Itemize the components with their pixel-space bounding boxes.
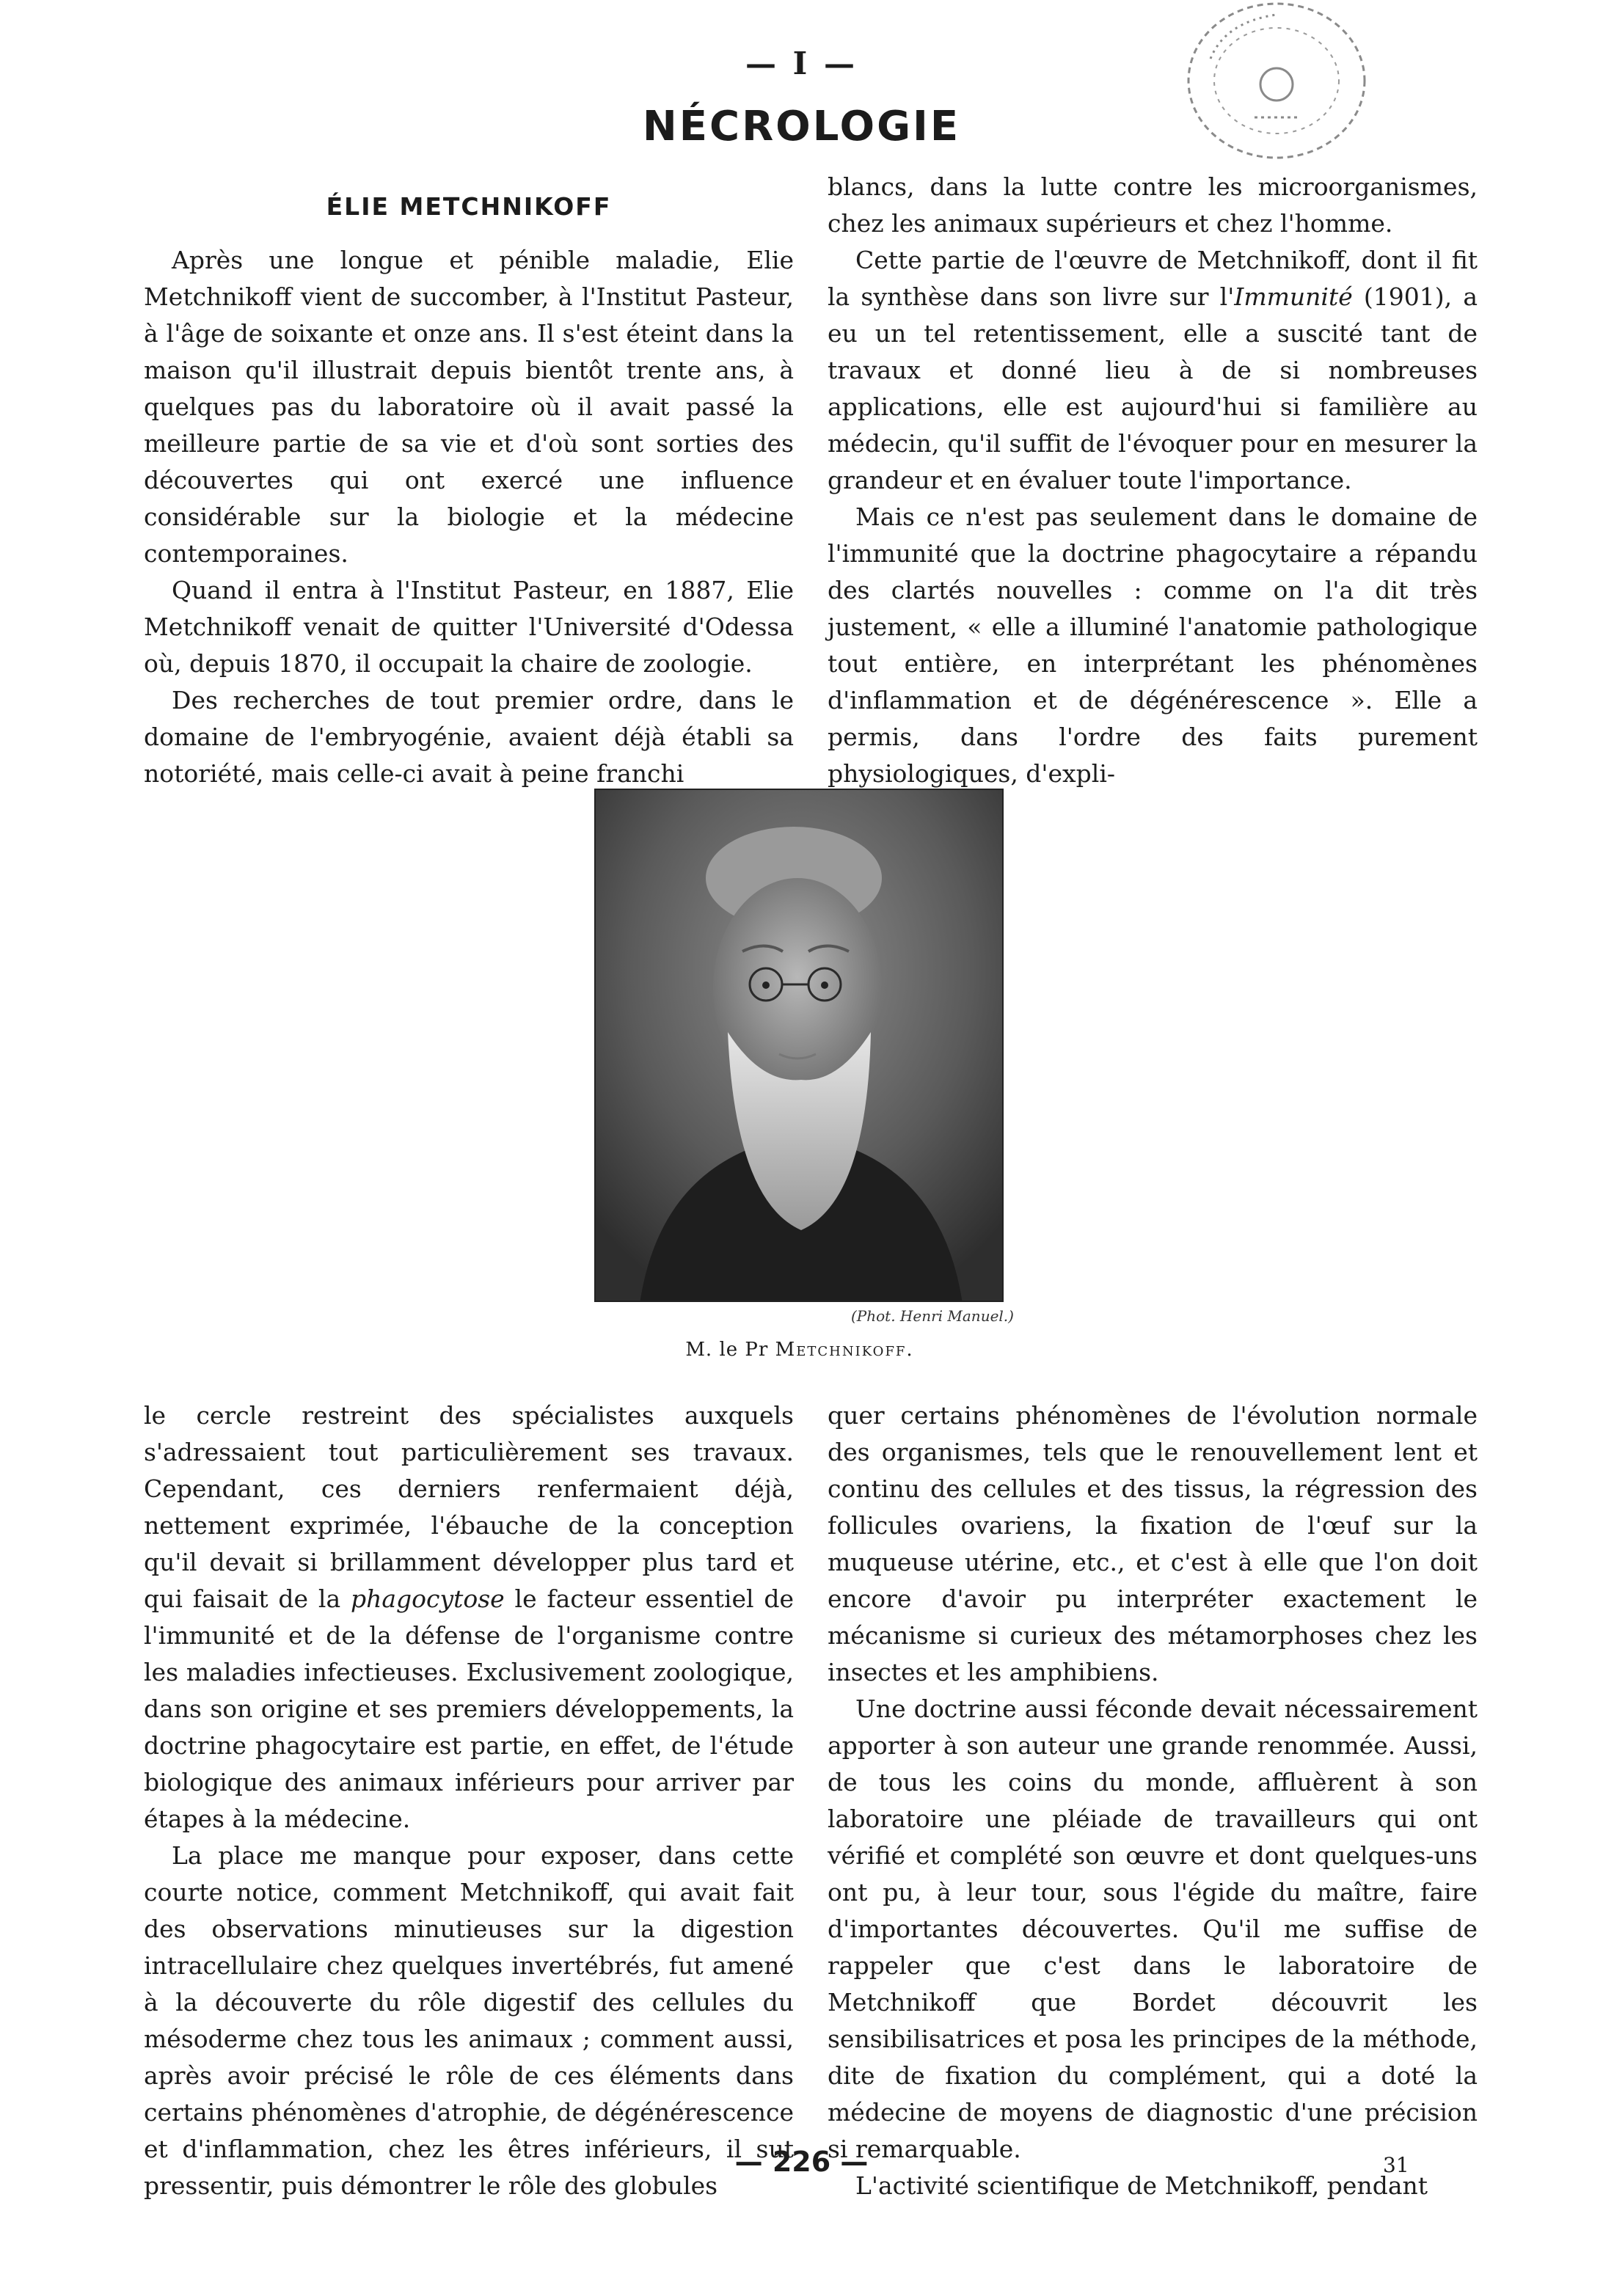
paragraph: Une doctrine aussi féconde devait nécessairement apporter à son auteur une grande renommée. Aussi, de tous les coins du monde, affluèrent à son laboratoire une pléiade de travailleurs qui ont vérifié et complété son œuvre et dont quelques-uns ont pu, à leur tour, sous l'égide du maître, faire d'importantes découvertes. Qu'il me suffise de rappeler que c'est dans le laboratoire de Metchnikoff que Bordet découvrit les sensibilisatrices et posa les principes de la méthode, dite de fixation du complément, qui a doté la médecine de moyens de diagnostic d'une précision si remarquable.	[828, 1694, 1478, 2163]
section-number: — I —	[745, 45, 858, 81]
paragraph: blancs, dans la lutte contre les microorganismes, chez les animaux supérieurs et chez l'homme.	[828, 172, 1478, 238]
sheet-number: 31	[1383, 2153, 1409, 2177]
photo-credit: (Phot. Henri Manuel.)	[851, 1307, 1014, 1325]
library-stamp-icon	[1166, 0, 1372, 176]
section-title: NÉCROLOGIE	[642, 103, 961, 150]
text-run: (1901), a eu un tel retentissement, elle a suscité tant de travaux et donné lieu à de si nombreuses applications, elle est aujourd'hui si familière au médecin, qu'il suffit de l'évoquer pour en mesurer la grandeur et en évaluer toute l'importance.	[828, 282, 1478, 494]
text-run: le cercle restreint des spécialistes auxquels s'adressaient tout particulièrement ses travaux. Cependant, ces derniers renfermaient déjà, nettement exprimée, l'ébauche de la conception qu'il devait si brillamment développer plus tard et qui faisait de la	[144, 1401, 794, 1613]
photo-caption	[572, 1339, 1027, 1361]
column-bottom-left	[144, 1397, 794, 2204]
italic-term: phagocytose	[350, 1584, 505, 1613]
caption-prefix: M. le Pr	[685, 1339, 775, 1361]
caption-name: Metchnikoff.	[775, 1339, 914, 1361]
article-title: ÉLIE METCHNIKOFF	[326, 192, 612, 221]
page-number: — 226 —	[734, 2146, 869, 2178]
text-run: le facteur essentiel de l'immunité et de la défense de l'organisme contre les maladies infectieuses. Exclusivement zoologique, dans son origine et ses premiers développements, la doctrine phagocytaire est partie, en effet, de l'étude biologique des animaux inférieurs pour arriver par étapes à la médecine.	[144, 1584, 794, 1833]
book-title: Immunité	[1234, 282, 1353, 311]
paragraph: quer certains phénomènes de l'évolution normale des organismes, tels que le renouvellement lent et continu des cellules et des tissus, la régression des follicules ovariens, la fixation de l'œuf sur la muqueuse utérine, etc., et c'est à elle que l'on doit encore d'avoir pu interpréter exactement le mécanisme si curieux des métamorphoses chez les insectes et les amphibiens.	[828, 1401, 1478, 1686]
paragraph: La place me manque pour exposer, dans cette courte notice, comment Metchnikoff, qui avait fait des observations minutieuses sur la digestion intracellulaire chez quelques invertébrés, fut amené à la découverte du rôle digestif des cellules du mésoderme chez tous les animaux ; comment aussi, après avoir précisé le rôle de ces éléments dans certains phénomènes d'atrophie, de dégénérescence et d'inflammation, chez les êtres inférieurs, il sut pressentir, puis démontrer le rôle des globules	[144, 1841, 794, 2200]
paragraph: Quand il entra à l'Institut Pasteur, en 1887, Elie Metchnikoff venait de quitter l'Université d'Odessa où, depuis 1870, il occupait la chaire de zoologie.	[144, 576, 794, 678]
paragraph: L'activité scientifique de Metchnikoff, pendant	[855, 2171, 1428, 2200]
paragraph: Après une longue et pénible maladie, Elie Metchnikoff vient de succomber, à l'Institut Pasteur, à l'âge de soixante et onze ans. Il s'est éteint dans la maison qu'il illustrait depuis bientôt trente ans, à quelques pas du laboratoire où il avait passé la meilleure partie de sa vie et d'où sont sorties des découvertes qui ont exercé une influence considérable sur la biologie et la médecine contemporaines.	[144, 246, 794, 568]
column-top-left	[144, 242, 794, 792]
paragraph: Mais ce n'est pas seulement dans le domaine de l'immunité que la doctrine phagocytaire a répandu des clartés nouvelles : comme on l'a dit très justement, « elle a illuminé l'anatomie pathologique tout entière, en interprétant les phénomènes d'inflammation et de dégénérescence ». Elle a permis, dans l'ordre des faits purement physiologiques, d'expli-	[828, 502, 1478, 788]
paragraph: Des recherches de tout premier ordre, dans le domaine de l'embryogénie, avaient déjà établi sa notoriété, mais celle-ci avait à peine franchi	[144, 686, 794, 788]
paragraph	[144, 1397, 794, 1838]
column-bottom-right	[828, 1397, 1478, 2204]
text-run: Cette partie de l'œuvre de Metchnikoff, dont il fit la synthèse dans son livre sur l'	[828, 246, 1478, 311]
portrait-photo	[594, 789, 1004, 1302]
column-top-right	[828, 169, 1478, 792]
paragraph	[828, 242, 1478, 499]
